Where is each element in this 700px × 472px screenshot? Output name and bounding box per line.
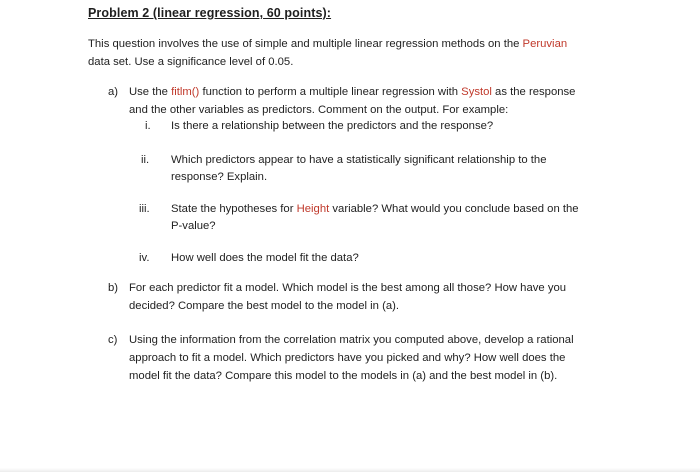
item-iii-num: iii. (139, 203, 150, 215)
intro-line-2: data set. Use a significance level of 0.05. (88, 56, 294, 68)
item-i-num: i. (145, 120, 151, 132)
part-b-label: b) (108, 282, 119, 294)
problem-title: Problem 2 (linear regression, 60 points): (88, 6, 332, 20)
part-a-line-2: and the other variables as predictors. Comment on the output. For example: (129, 104, 509, 116)
part-b-line-1: For each predictor fit a model. Which model is the best among all those? How have you (129, 282, 567, 294)
intro-text: This question involves the use of simple and multiple linear regression methods on the (88, 38, 523, 50)
item-ii-num: ii. (141, 154, 150, 166)
function-name: fitlm() (171, 86, 200, 98)
part-a-line-1 (129, 83, 575, 101)
part-a-text: Use the (129, 86, 172, 98)
item-iii-text-post: variable? What would you conclude based on the (329, 203, 579, 215)
part-a-label: a) (108, 86, 119, 98)
dataset-name: Peruvian (522, 38, 568, 50)
item-ii-line-2: response? Explain. (171, 171, 268, 183)
response-variable: Systol (461, 86, 492, 98)
part-a-text-mid: function to perform a multiple linear regression with (199, 86, 462, 98)
item-iv-text: How well does the model fit the data? (171, 252, 359, 264)
height-variable: Height (296, 203, 330, 215)
part-c-line-3: model fit the data? Compare this model to the models in (a) and the best model in (b). (129, 370, 558, 382)
part-a-text-post: as the response (491, 86, 576, 98)
part-b-line-2: decided? Compare the best model to the model in (a). (129, 300, 400, 312)
item-ii-line-1: Which predictors appear to have a statistically significant relationship to the (171, 154, 547, 166)
item-iv-num: iv. (139, 252, 150, 264)
item-iii-text: State the hypotheses for (171, 203, 297, 215)
part-c-line-2: approach to fit a model. Which predictors have you picked and why? How well does the (129, 352, 566, 364)
item-iii-line-1 (171, 200, 579, 218)
item-iii-line-2: P-value? (171, 220, 216, 232)
intro-line-1 (88, 35, 567, 53)
page-bottom-edge (0, 468, 700, 472)
part-c-label: c) (108, 334, 118, 346)
part-c-line-1: Using the information from the correlation matrix you computed above, develop a rational (129, 334, 574, 346)
item-i-text: Is there a relationship between the predictors and the response? (171, 120, 494, 132)
